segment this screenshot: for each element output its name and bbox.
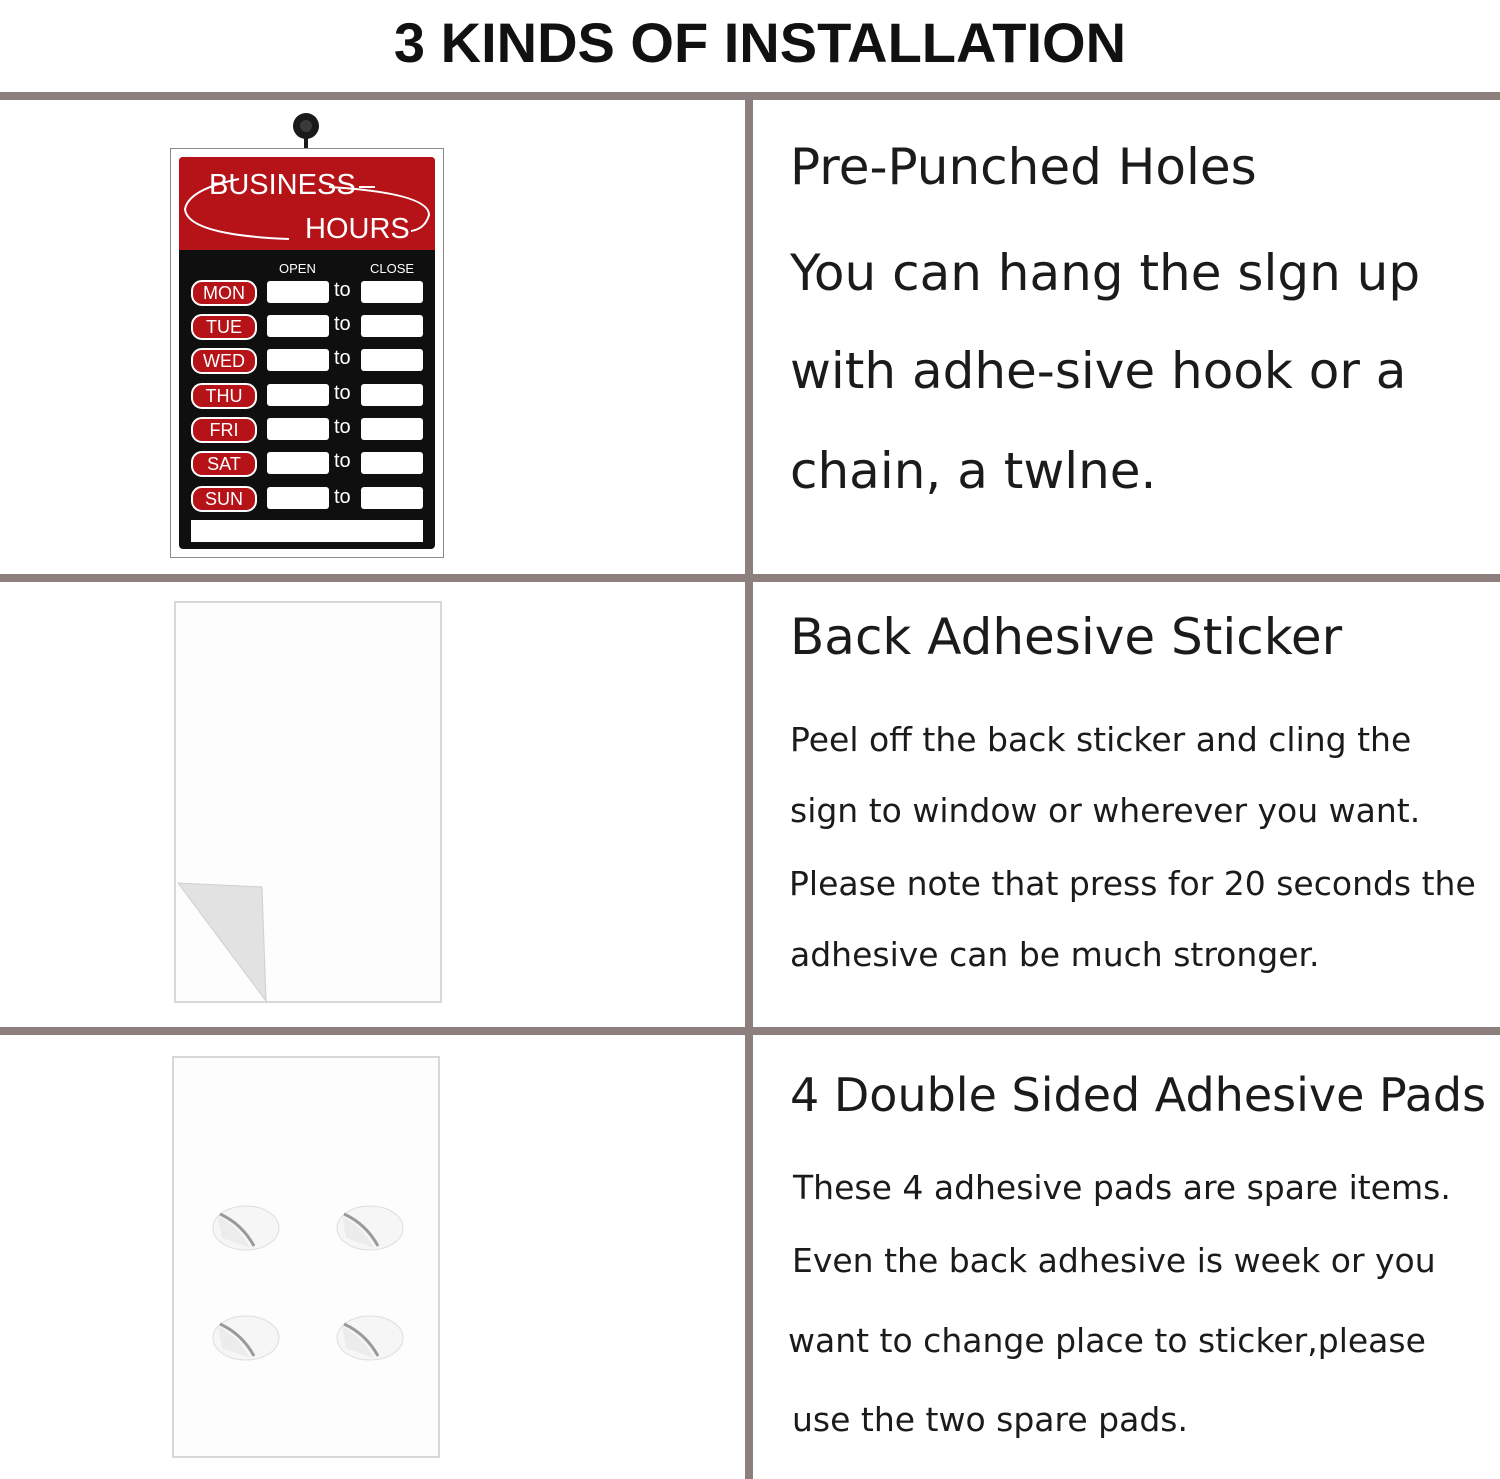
- day-tue: TUE: [191, 314, 257, 340]
- section-heading: Pre-Punched Holes: [790, 138, 1257, 196]
- section-line: You can hang the slgn up: [790, 244, 1421, 302]
- page-title: 3 KINDS OF INSTALLATION: [393, 11, 1127, 74]
- adhesive-pad-icon: [212, 1314, 280, 1362]
- day-fri: FRI: [191, 417, 257, 443]
- close-slot: [361, 452, 423, 474]
- open-label: OPEN: [279, 261, 316, 276]
- open-slot: [267, 315, 329, 337]
- adhesive-pad-icon: [336, 1204, 404, 1252]
- open-slot: [267, 418, 329, 440]
- section-heading: 4 Double Sided Adhesive Pads: [790, 1068, 1487, 1122]
- pads-panel: [172, 1056, 440, 1458]
- close-label: CLOSE: [370, 261, 415, 276]
- section-back-sticker: [789, 608, 1490, 974]
- section-line: with adhe-sive hook or a: [790, 342, 1407, 400]
- business-hours-sign: [170, 148, 444, 558]
- open-slot: [267, 487, 329, 509]
- day-sat: SAT: [191, 451, 257, 477]
- day-mon: MON: [191, 280, 257, 306]
- adhesive-pad-icon: [336, 1314, 404, 1362]
- to-label: to: [334, 450, 351, 472]
- section-heading: Back Adhesive Sticker: [790, 608, 1343, 666]
- day-wed: WED: [191, 348, 257, 374]
- to-label: to: [334, 347, 351, 369]
- day-sun: SUN: [191, 486, 257, 512]
- to-label: to: [334, 313, 351, 335]
- close-slot: [361, 315, 423, 337]
- sign-footer-slot: [191, 520, 423, 542]
- section-line: Please note that press for 20 seconds the: [789, 864, 1476, 903]
- section-adhesive-pads: [788, 1068, 1490, 1439]
- sign-board: [179, 157, 435, 549]
- close-slot: [361, 487, 423, 509]
- to-label: to: [334, 382, 351, 404]
- close-slot: [361, 349, 423, 371]
- section-line: want to change place to sticker,please: [788, 1321, 1426, 1360]
- close-slot: [361, 281, 423, 303]
- sign-hours-text: HOURS: [305, 213, 410, 245]
- to-label: to: [334, 416, 351, 438]
- day-thu: THU: [191, 383, 257, 409]
- sticker-panel: [174, 601, 442, 1003]
- section-line: chain, a twlne.: [790, 442, 1157, 500]
- section-line: sign to window or wherever you want.: [790, 791, 1421, 830]
- section-line: use the two spare pads.: [792, 1400, 1188, 1439]
- sign-header: [179, 157, 435, 250]
- sign-business-text: BUSINESS: [209, 169, 356, 201]
- section-line: These 4 adhesive pads are spare items.: [793, 1168, 1451, 1207]
- peel-corner-icon: [176, 881, 276, 1011]
- to-label: to: [334, 279, 351, 301]
- open-slot: [267, 281, 329, 303]
- section-line: Peel off the back sticker and cling the: [790, 720, 1412, 759]
- section-line: adhesive can be much stronger.: [790, 935, 1320, 974]
- open-slot: [267, 452, 329, 474]
- to-label: to: [334, 486, 351, 508]
- open-slot: [267, 349, 329, 371]
- adhesive-pad-icon: [212, 1204, 280, 1252]
- close-slot: [361, 384, 423, 406]
- section-line: Even the back adhesive is week or you: [792, 1241, 1436, 1280]
- divider-vertical: [745, 92, 753, 1479]
- section-pre-punched: [790, 138, 1490, 500]
- close-slot: [361, 418, 423, 440]
- open-slot: [267, 384, 329, 406]
